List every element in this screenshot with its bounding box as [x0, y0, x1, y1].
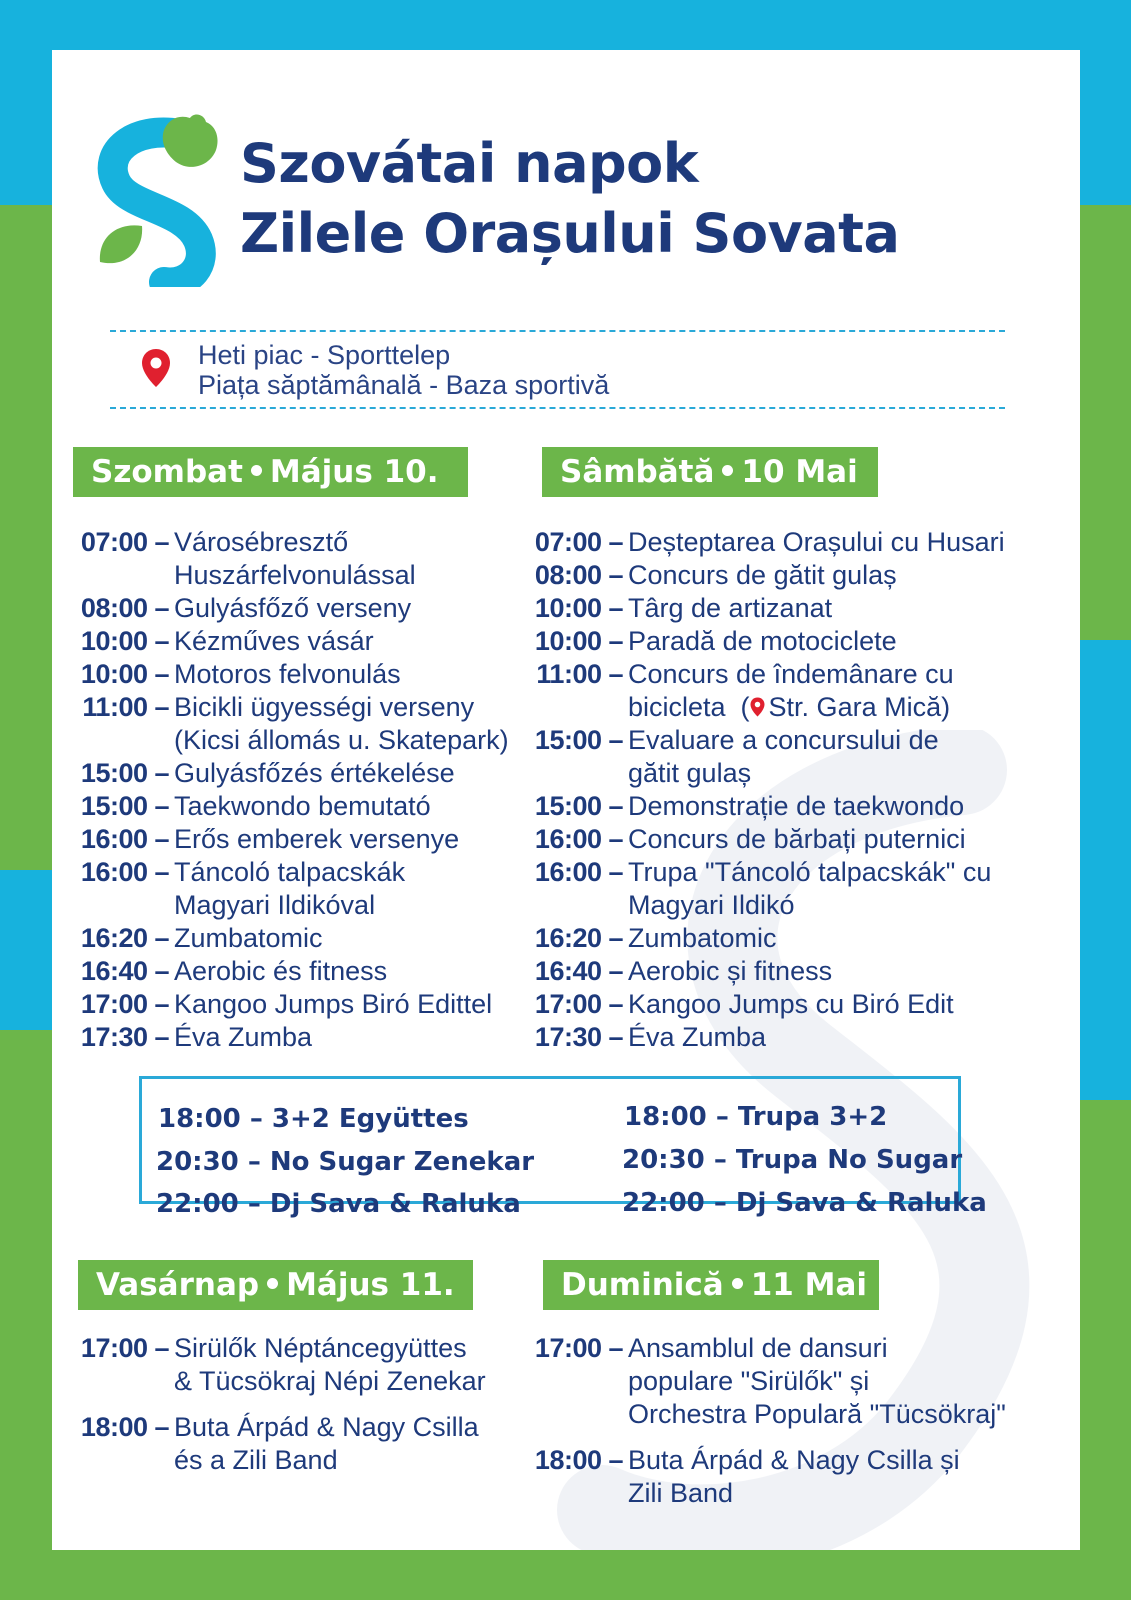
- schedule-row: [520, 1332, 1006, 1431]
- event-time: 17:30 –: [534, 1022, 623, 1052]
- event-description: [174, 823, 459, 856]
- event-time: 15:00 –: [534, 725, 623, 755]
- event-line: Gulyásfőző verseny: [174, 593, 412, 623]
- event-time: 16:00 –: [80, 857, 169, 887]
- event-line: Buta Árpád & Nagy Csilla și: [628, 1445, 960, 1475]
- event-description: [628, 823, 966, 856]
- sovata-logo-icon: [94, 112, 224, 287]
- event-line: Evaluare a concursului de: [628, 725, 939, 755]
- event-time: 17:00 –: [534, 1333, 623, 1363]
- schedule-row: [56, 988, 509, 1021]
- event-line: [628, 691, 954, 724]
- event-time: 17:00 –: [80, 989, 169, 1019]
- schedule-row: [520, 526, 1005, 559]
- event-line: Aerobic și fitness: [628, 956, 833, 986]
- event-line: Táncoló talpacskák: [174, 857, 406, 887]
- event-line: & Tücsökraj Népi Zenekar: [174, 1366, 486, 1396]
- bullet-dot: [732, 1278, 743, 1289]
- event-line: populare "Sirülők" și: [628, 1366, 870, 1396]
- event-line: Zili Band: [628, 1478, 734, 1508]
- bullet-dot: [251, 465, 262, 476]
- day-header-sunday-ro: [543, 1260, 879, 1310]
- background-blue-left: [0, 870, 60, 1030]
- schedule-row: [520, 955, 1005, 988]
- event-line: Gulyásfőzés értékelése: [174, 758, 455, 788]
- bullet-dot: [267, 1278, 278, 1289]
- concert-ro-3: 22:00 – Dj Sava & Raluka: [622, 1188, 987, 1218]
- event-time: 10:00 –: [80, 659, 169, 689]
- location-note: Str. Gara Mică: [768, 692, 942, 722]
- event-line: gătit gulaș: [628, 758, 752, 788]
- event-line: Târg de artizanat: [628, 593, 833, 623]
- schedule-row: [520, 922, 1005, 955]
- event-description: [174, 1332, 486, 1398]
- event-line: Demonstrație de taekwondo: [628, 791, 965, 821]
- event-line: és a Zili Band: [174, 1445, 338, 1475]
- schedule-row: [56, 922, 509, 955]
- event-line: Erős emberek versenye: [174, 824, 460, 854]
- schedule-row: [56, 592, 509, 625]
- event-description: [174, 955, 387, 988]
- event-time: 17:00 –: [80, 1333, 169, 1363]
- event-description: [174, 1021, 312, 1054]
- event-time: 16:00 –: [534, 857, 623, 887]
- event-time: 16:00 –: [80, 824, 169, 854]
- event-line-text: bicicleta: [628, 692, 726, 722]
- concert-ro-1: 18:00 – Trupa 3+2: [624, 1102, 888, 1132]
- schedule-row: [520, 988, 1005, 1021]
- event-line: Paradă de motociclete: [628, 626, 897, 656]
- schedule-row: [56, 856, 509, 922]
- event-line: (Kicsi állomás u. Skatepark): [174, 725, 509, 755]
- event-description: [628, 856, 991, 922]
- divider: [110, 330, 1005, 332]
- location-romanian: Piața săptămânală - Baza sportivă: [198, 370, 610, 400]
- event-line: Trupa "Táncoló talpacskák" cu: [628, 857, 992, 887]
- event-line: Motoros felvonulás: [174, 659, 401, 689]
- event-line: Buta Árpád & Nagy Csilla: [174, 1412, 479, 1442]
- event-description: [174, 856, 405, 922]
- schedule-row: [56, 658, 509, 691]
- schedule-row: [520, 592, 1005, 625]
- event-time: 10:00 –: [534, 593, 623, 623]
- event-time: 11:00 –: [536, 659, 623, 689]
- day-date: Május 11.: [286, 1267, 455, 1303]
- schedule-row: [520, 724, 1005, 790]
- event-line: Magyari Ildikó: [628, 890, 795, 920]
- schedule-row: [56, 955, 509, 988]
- day-header-sunday-hu: [78, 1260, 473, 1310]
- event-description: [174, 1411, 479, 1477]
- event-description: [174, 757, 455, 790]
- event-description: [628, 955, 832, 988]
- event-description: [174, 922, 323, 955]
- day-header-saturday-hu: [73, 447, 468, 497]
- schedule-row: [520, 625, 1005, 658]
- event-time: 08:00 –: [534, 560, 623, 590]
- title-hungarian: Szovátai napok: [240, 132, 699, 195]
- event-description: [174, 790, 431, 823]
- schedule-sunday-hu: [56, 1332, 486, 1490]
- day-header-saturday-ro: [542, 447, 878, 497]
- event-line: Sirülők Néptáncegyüttes: [174, 1333, 467, 1363]
- day-name: Szombat: [91, 454, 243, 490]
- event-time: 16:40 –: [80, 956, 169, 986]
- event-time: 08:00 –: [80, 593, 169, 623]
- event-description: [174, 658, 401, 691]
- event-time: 15:00 –: [534, 791, 623, 821]
- event-description: [174, 988, 492, 1021]
- schedule-row: [56, 823, 509, 856]
- event-line: Concurs de gătit gulaș: [628, 560, 897, 590]
- schedule-row: [56, 1332, 486, 1398]
- event-description: [628, 559, 897, 592]
- divider: [110, 407, 1005, 409]
- location-pin-icon: [750, 697, 765, 717]
- schedule-row: [56, 1411, 486, 1477]
- schedule-row: [56, 790, 509, 823]
- event-time: 07:00 –: [80, 527, 169, 557]
- event-time: 18:00 –: [80, 1412, 169, 1442]
- event-description: [628, 922, 777, 955]
- event-time: 15:00 –: [80, 758, 169, 788]
- location-hungarian: Heti piac - Sporttelep: [198, 340, 451, 370]
- event-time: 17:00 –: [534, 989, 623, 1019]
- event-description: [174, 526, 416, 592]
- schedule-row: [520, 823, 1005, 856]
- schedule-saturday-ro: [520, 526, 1005, 1054]
- event-line: Orchestra Populară "Tücsökraj": [628, 1399, 1006, 1429]
- concert-hu-3: 22:00 – Dj Sava & Raluka: [156, 1189, 521, 1219]
- event-description: [628, 1021, 766, 1054]
- concert-hu-1: 18:00 – 3+2 Együttes: [158, 1104, 469, 1134]
- event-description: [628, 658, 954, 724]
- schedule-row: [56, 691, 509, 757]
- event-line: Zumbatomic: [174, 923, 323, 953]
- event-description: [628, 724, 939, 790]
- paren: ): [941, 692, 951, 722]
- event-time: 18:00 –: [534, 1445, 623, 1475]
- location-pin-icon: [141, 348, 171, 388]
- schedule-row: [520, 559, 1005, 592]
- event-line: Éva Zumba: [628, 1022, 767, 1052]
- event-time: 16:20 –: [534, 923, 623, 953]
- schedule-row: [520, 856, 1005, 922]
- event-time: 10:00 –: [80, 626, 169, 656]
- event-time: 11:00 –: [82, 692, 169, 722]
- event-line: Magyari Ildikóval: [174, 890, 376, 920]
- event-line: Concurs de bărbați puternici: [628, 824, 966, 854]
- event-line: Kangoo Jumps Biró Edittel: [174, 989, 493, 1019]
- event-time: 16:40 –: [534, 956, 623, 986]
- event-time: 15:00 –: [80, 791, 169, 821]
- event-line: Huszárfelvonulással: [174, 560, 416, 590]
- event-time: 16:00 –: [534, 824, 623, 854]
- event-description: [174, 691, 509, 757]
- event-line: Aerobic és fitness: [174, 956, 388, 986]
- title-romanian: Zilele Orașului Sovata: [240, 202, 900, 265]
- schedule-row: [56, 757, 509, 790]
- schedule-row: [56, 526, 509, 592]
- event-description: [628, 790, 964, 823]
- schedule-row: [56, 625, 509, 658]
- schedule-row: [520, 1021, 1005, 1054]
- event-line: Bicikli ügyességi verseny: [174, 692, 475, 722]
- concert-hu-2: 20:30 – No Sugar Zenekar: [156, 1147, 535, 1177]
- event-time: 07:00 –: [534, 527, 623, 557]
- event-line: Concurs de îndemânare cu: [628, 659, 954, 689]
- event-line: Kangoo Jumps cu Biró Edit: [628, 989, 954, 1019]
- schedule-row: [520, 658, 1005, 724]
- event-line: Éva Zumba: [174, 1022, 313, 1052]
- day-name: Duminică: [561, 1267, 724, 1303]
- event-description: [628, 625, 897, 658]
- schedule-row: [520, 790, 1005, 823]
- event-description: [628, 526, 1005, 559]
- event-line: Deșteptarea Orașului cu Husari: [628, 527, 1005, 557]
- event-description: [628, 1444, 960, 1510]
- event-description: [628, 988, 954, 1021]
- event-line: Ansamblul de dansuri: [628, 1333, 888, 1363]
- day-date: 11 Mai: [750, 1267, 868, 1303]
- schedule-sunday-ro: [520, 1332, 1006, 1523]
- event-description: [174, 592, 411, 625]
- schedule-row: [520, 1444, 1006, 1510]
- schedule-row: [56, 1021, 509, 1054]
- event-line: Városébresztő: [174, 527, 349, 557]
- event-description: [174, 625, 374, 658]
- day-date: 10 Mai: [741, 454, 858, 490]
- event-line: Taekwondo bemutató: [174, 791, 431, 821]
- day-date: Május 10.: [269, 454, 439, 490]
- event-time: 10:00 –: [534, 626, 623, 656]
- concert-ro-2: 20:30 – Trupa No Sugar: [622, 1145, 963, 1175]
- event-line: Kézműves vásár: [174, 626, 374, 656]
- event-line: Zumbatomic: [628, 923, 777, 953]
- event-time: 16:20 –: [80, 923, 169, 953]
- bullet-dot: [722, 465, 733, 476]
- day-name: Sâmbătă: [560, 454, 715, 490]
- day-name: Vasárnap: [96, 1267, 260, 1303]
- paren: (: [725, 692, 750, 722]
- event-time: 17:30 –: [80, 1022, 169, 1052]
- event-description: [628, 1332, 1006, 1431]
- event-description: [628, 592, 832, 625]
- schedule-saturday-hu: [56, 526, 509, 1054]
